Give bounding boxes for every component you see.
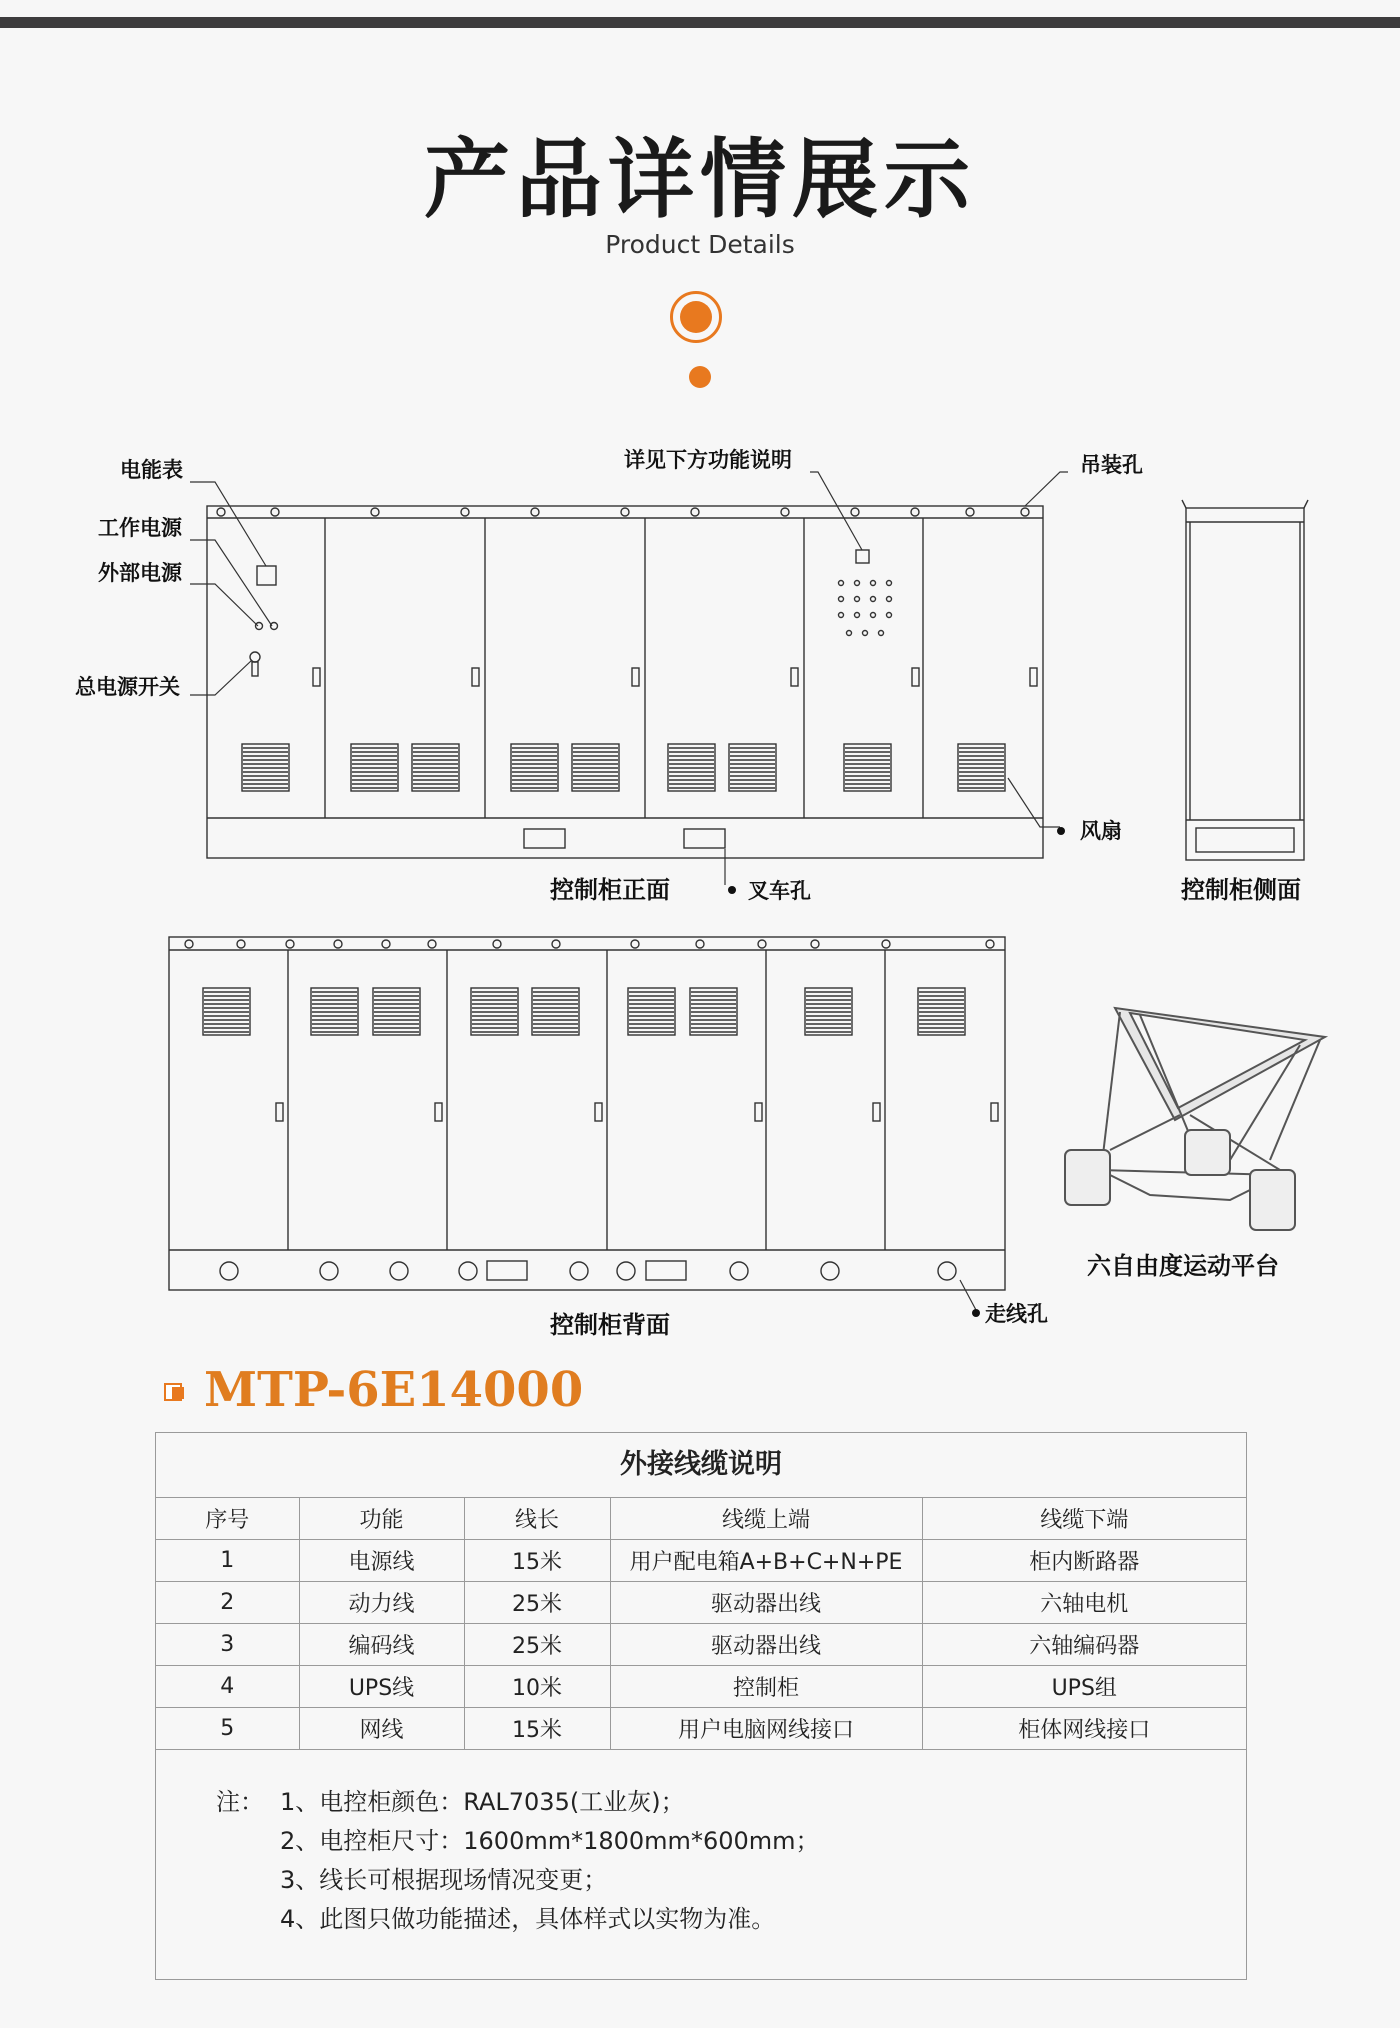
table-cell: 驱动器出线	[610, 1582, 922, 1624]
caption-side-view: 控制柜侧面	[1181, 876, 1301, 904]
table-cell: 控制柜	[610, 1666, 922, 1708]
label-work-power: 工作电源	[98, 516, 182, 540]
label-fan: 风扇	[1080, 819, 1122, 843]
table-cell: 动力线	[299, 1582, 464, 1624]
vent-grille	[203, 988, 250, 1035]
notes-prefix: 注：	[216, 1788, 264, 1816]
table-cell: 电源线	[299, 1540, 464, 1582]
caption-front-view: 控制柜正面	[550, 876, 670, 904]
table-header-row	[156, 1498, 1246, 1540]
col-header-index: 序号	[156, 1498, 299, 1540]
model-square-icon	[164, 1377, 190, 1403]
col-header-upper-end: 线缆上端	[610, 1498, 922, 1540]
label-see-below: 详见下方功能说明	[624, 448, 792, 472]
back-cabinet-drawing	[169, 937, 1005, 1310]
table-cell: 六轴编码器	[922, 1624, 1246, 1666]
note-item: 2、电控柜尺寸：1600mm*1800mm*600mm；	[280, 1827, 820, 1855]
table-cell: 1	[156, 1540, 299, 1582]
model-heading	[164, 1355, 583, 1425]
note-item: 4、此图只做功能描述，具体样式以实物为准。	[280, 1905, 776, 1933]
front-cabinet-drawing	[207, 506, 1043, 858]
note-item: 1、电控柜颜色：RAL7035(工业灰)；	[280, 1788, 685, 1816]
table-row	[156, 1666, 1246, 1708]
vent-grille	[628, 988, 675, 1035]
table-cell: 25米	[464, 1582, 610, 1624]
table-cell: 编码线	[299, 1624, 464, 1666]
label-meter: 电能表	[120, 458, 183, 482]
table-cell: 六轴电机	[922, 1582, 1246, 1624]
vent-grille	[351, 744, 398, 791]
back-vent-grilles	[203, 988, 965, 1035]
label-main-switch: 总电源开关	[75, 675, 180, 699]
col-header-lower-end: 线缆下端	[922, 1498, 1246, 1540]
side-cabinet-drawing	[1182, 500, 1308, 860]
cable-table	[156, 1498, 1246, 1750]
table-cell: 柜内断路器	[922, 1540, 1246, 1582]
label-lifting-hole: 吊装孔	[1080, 453, 1143, 477]
vent-grille	[412, 744, 459, 791]
col-header-length: 线长	[464, 1498, 610, 1540]
vent-grille	[311, 988, 358, 1035]
label-cable-hole: 走线孔	[985, 1302, 1048, 1326]
vent-grille	[918, 988, 965, 1035]
model-name: MTP-6E14000	[204, 1362, 584, 1418]
front-vent-grilles	[242, 744, 1005, 791]
vent-grille	[729, 744, 776, 791]
table-row	[156, 1582, 1246, 1624]
notes	[216, 1783, 820, 1939]
vent-grille	[844, 744, 891, 791]
page-title: 产品详情展示	[424, 130, 976, 230]
table-cell: 用户配电箱A+B+C+N+PE	[610, 1540, 922, 1582]
vent-grille	[572, 744, 619, 791]
table-cell: 2	[156, 1582, 299, 1624]
vent-grille	[668, 744, 715, 791]
page-subtitle: Product Details	[605, 230, 795, 259]
vent-grille	[373, 988, 420, 1035]
table-cell: 4	[156, 1666, 299, 1708]
vent-grille	[511, 744, 558, 791]
table-cell: UPS线	[299, 1666, 464, 1708]
table-cell: UPS组	[922, 1666, 1246, 1708]
table-cell: 用户电脑网线接口	[610, 1708, 922, 1750]
vent-grille	[690, 988, 737, 1035]
label-external-power: 外部电源	[98, 561, 182, 585]
table-row	[156, 1708, 1246, 1750]
vent-grille	[958, 744, 1005, 791]
vent-grille	[242, 744, 289, 791]
table-cell: 25米	[464, 1624, 610, 1666]
vent-grille	[532, 988, 579, 1035]
col-header-function: 功能	[299, 1498, 464, 1540]
label-forklift-hole: 叉车孔	[748, 879, 811, 903]
table-cell: 网线	[299, 1708, 464, 1750]
motion-platform-drawing	[1065, 1008, 1325, 1230]
caption-back-view: 控制柜背面	[550, 1311, 670, 1339]
table-cell: 10米	[464, 1666, 610, 1708]
table-cell: 柜体网线接口	[922, 1708, 1246, 1750]
table-cell: 5	[156, 1708, 299, 1750]
table-cell: 驱动器出线	[610, 1624, 922, 1666]
table-cell: 15米	[464, 1708, 610, 1750]
vent-grille	[805, 988, 852, 1035]
caption-platform: 六自由度运动平台	[1087, 1252, 1279, 1280]
table-cell: 3	[156, 1624, 299, 1666]
table-row	[156, 1540, 1246, 1582]
table-row	[156, 1624, 1246, 1666]
cable-table-title: 外接线缆说明	[156, 1433, 1246, 1498]
note-item: 3、线长可根据现场情况变更；	[280, 1866, 608, 1894]
vent-grille	[471, 988, 518, 1035]
table-cell: 15米	[464, 1540, 610, 1582]
cable-table-panel	[155, 1432, 1247, 1980]
